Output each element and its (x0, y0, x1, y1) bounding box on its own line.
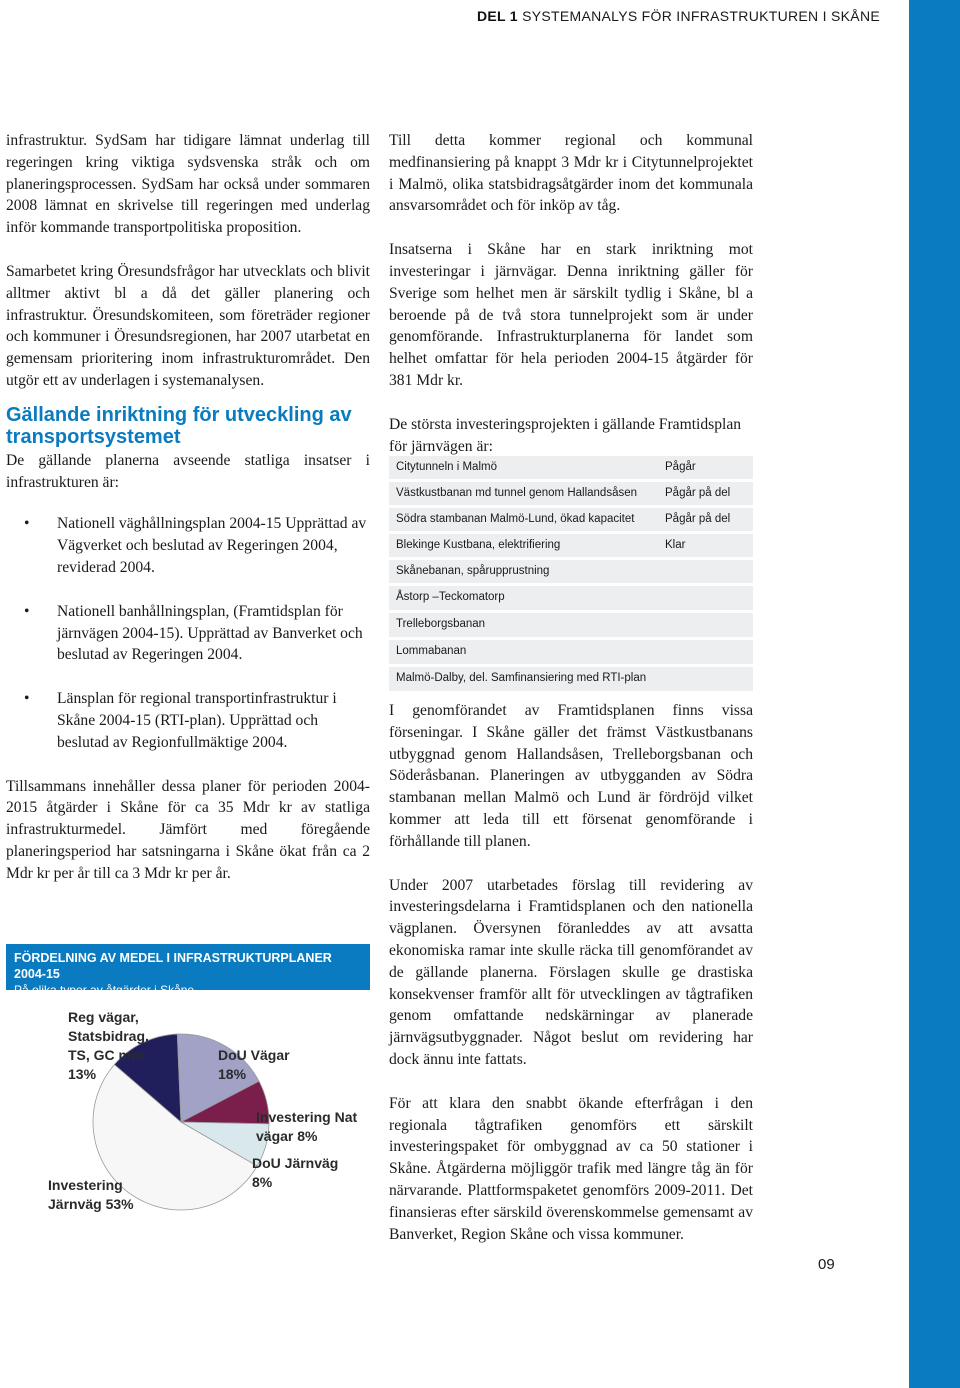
project-name: Lommabanan (396, 645, 467, 657)
bullet-text: Länsplan för regional transportinfrastruktur i Skåne 2004-15 (RTI-plan). Upprättad och beslutad av Regionfullmäktige 2004. (57, 690, 337, 751)
table-row (389, 667, 753, 691)
project-status: Klar (665, 539, 686, 551)
pie-label-1: Investering Järnväg 53% (48, 1177, 134, 1212)
table-row (389, 482, 753, 505)
left-paragraph-1: infrastruktur. SydSam har tidigare lämnat underlag till regeringen kring viktiga sydsvenska stråk och om planeringsprocessen. SydSam har också under sommaren 2008 lämnat en skrivelse till regeringen med underlag inför kommande transportpolitiska proposition. (6, 132, 370, 237)
project-name: Skånebanan, spårupprustning (396, 565, 550, 577)
header-part: DEL 1 (476, 8, 518, 24)
table-row (389, 534, 753, 557)
pie-chart (6, 990, 370, 1244)
pie-label-3: DoU Vägar 18% (218, 1047, 290, 1082)
left-column (6, 130, 370, 885)
left-paragraph-3: De gällande planerna avseende statliga insatser i infrastrukturen är: (6, 451, 370, 491)
chart-subtitle: På olika typer av åtgärder i Skåne (14, 983, 195, 997)
project-name: Citytunneln i Malmö (396, 461, 497, 473)
project-name: Malmö-Dalby, del. Samfinansiering med RTI-plan (396, 672, 647, 684)
right-paragraph-4: I genomförandet av Framtidsplanen finns vissa förseningar. I Skåne gäller det främst Västkustbanans utbyggnad genom Hallandsåsen, Trelleborgsbanan och Söderåsbanan. Planeringen av utbygganden av Södra stambanan mellan Malmö och Lund är fördröjd vilket kommer att leda till ett försenat genomförande i förhållande till planen. (389, 702, 753, 850)
chart-title-bar (6, 944, 370, 997)
left-paragraph-2: Samarbetet kring Öresundsfrågor har utvecklats och blivit alltmer aktivt bl a då det gäller planering och infrastruktur. Öresundskomiteen, som företräder regioner och kommuner i Öresundsregionen, har 2007 utarbetat en gemensam prioritering inom infrastrukturområdet. Den utgör ett av underlagen i systemanalysen. (6, 262, 370, 389)
chart-title: FÖRDELNING AV MEDEL I INFRASTRUKTURPLANER 2004-15 (14, 951, 332, 981)
project-status: Pågår (665, 461, 696, 473)
bullet-dot-icon: • (24, 690, 30, 708)
right-column (389, 130, 753, 457)
project-name: Trelleborgsbanan (396, 618, 486, 630)
table-row (389, 508, 753, 531)
project-status: Pågår på del (665, 513, 731, 525)
plan-bullet-list (6, 513, 370, 753)
bullet-dot-icon: • (24, 515, 30, 533)
right-paragraph-1: Till detta kommer regional och kommunal medfinansiering på knappt 3 Mdr kr i Citytunnelprojektet i Malmö, olika statsbidragsåtgärder inom det kommunala ansvarsområdet och för inköp av tåg. (389, 132, 753, 215)
right-paragraph-2: Insatserna i Skåne har en stark inriktning mot investeringar i järnvägar. Denna inriktning gäller för Sverige som helhet men är särskilt tydlig i Skåne, bl a beroende på de två stora tunnelprojekt som är under genomförande. Infrastrukturplanerna för landet som helhet omfattar för hela perioden 2004-15 åtgärder för 381 Mdr kr. (389, 241, 753, 389)
project-name: Åstorp –Teckomatorp (396, 591, 505, 603)
blue-sidebar-band (909, 0, 960, 1388)
pie-label-2: Reg vägar, Statsbidrag, TS, GC mm 13% (68, 1009, 149, 1082)
right-column-lower (389, 700, 753, 1245)
pie-chart-figure (6, 944, 370, 1244)
project-name: Västkustbanan md tunnel genom Hallandsåsen (396, 487, 638, 499)
table-row (389, 456, 753, 479)
table-row (389, 613, 753, 637)
bullet-item-1 (6, 513, 370, 578)
table-row (389, 640, 753, 664)
right-paragraph-3: De största investeringsprojekten i gällande Framtidsplan för järnvägen är: (389, 415, 742, 455)
table-row (389, 586, 753, 610)
project-status: Pågår på del (665, 487, 731, 499)
project-name: Blekinge Kustbana, elektrifiering (396, 539, 561, 551)
bullet-text: Nationell väghållningsplan 2004-15 Upprättad av Vägverket och beslutad av Regeringen 2004, reviderad 2004. (57, 515, 367, 576)
right-paragraph-5: Under 2007 utarbetades förslag till revidering av investeringsdelarna i Framtidsplanen och den nationella vägplanen. Översynen föranleddes av att avsatta ekonomiska ramar inte skulle räcka till genomförandet av de gällande planerna. Förslagen skulle ge drastiska konsekvenser framför allt för utvecklingen av tågtrafiken genom omfattande nedskärningar av planerade järnvägsutbyggnader. Något beslut om revidering har dock ännu inte fattats. (389, 876, 753, 1068)
bullet-text: Nationell banhållningsplan, (Framtidsplan för järnvägen 2004-15). Upprättad av Banverket och beslutad av Regeringen 2004. (57, 602, 363, 664)
bullet-item-3 (6, 688, 370, 753)
section-heading: Gällande inriktning för utveckling av transportsystemet (6, 403, 352, 448)
page-number: 09 (818, 1256, 835, 1273)
bullet-dot-icon: • (24, 602, 30, 620)
project-name: Södra stambanan Malmö-Lund, ökad kapacitet (396, 513, 635, 525)
left-paragraph-4: Tillsammans innehåller dessa planer för perioden 2004-2015 åtgärder i Skåne för ca 35 Mdr kr av statliga infrastrukturmedel. Jämfört med föregående planeringsperiod har satsningarna i Skåne ökat från ca 2 Mdr kr per år till ca 3 Mdr kr per år. (6, 777, 370, 882)
pie-label-5: DoU Järnväg 8% (252, 1155, 339, 1190)
project-table (389, 456, 753, 694)
running-header (477, 8, 880, 24)
header-title: SYSTEMANALYS FÖR INFRASTRUKTUREN I SKÅNE (522, 8, 880, 24)
table-row (389, 560, 753, 583)
pie-label-4: Investering Nat vägar 8% (256, 1109, 358, 1144)
right-paragraph-6: För att klara den snabbt ökande efterfrågan i den regionala tågtrafiken genomförs ett särskilt investeringspaket för ombyggnad av ca 50 stationer i Skåne. Åtgärderna möjliggör trafik med längre tåg än för närvarande. Plattformspaketet genomförs 2009-2011. Det finansieras efter särskild överenskommelse gemensamt av Banverket, Region Skåne och vissa kommuner. (389, 1094, 753, 1243)
bullet-item-2 (6, 601, 370, 666)
